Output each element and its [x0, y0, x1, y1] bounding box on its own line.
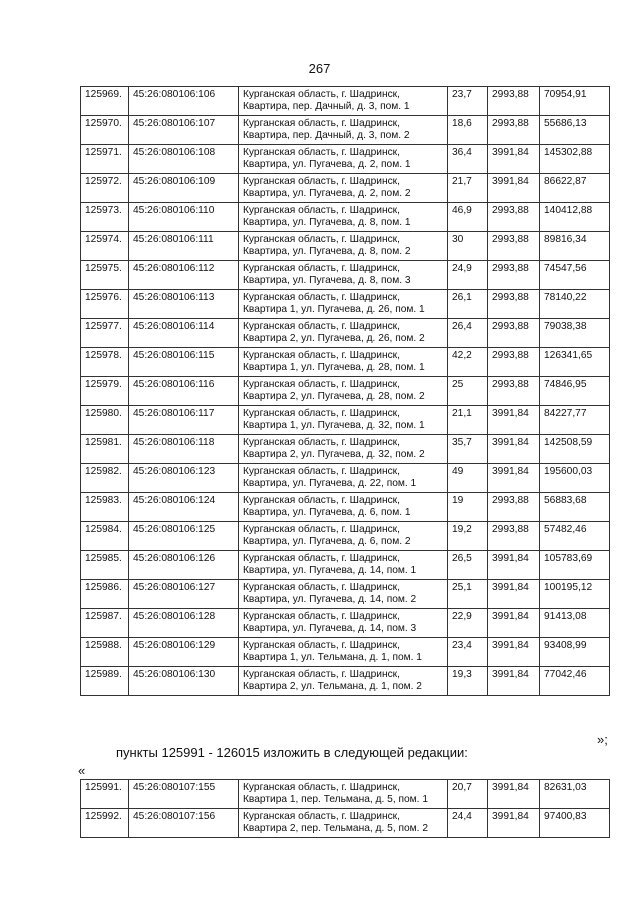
address-line: Квартира, ул. Пугачева, д. 2, пом. 1 — [243, 159, 411, 170]
table-row — [81, 580, 610, 609]
row-number-cell: 125973. — [81, 203, 129, 232]
address-line: Курганская область, г. Шадринск, — [243, 408, 400, 419]
area-cell: 21,7 — [448, 174, 488, 203]
area-cell: 22,9 — [448, 609, 488, 638]
cadastral-value-cell: 145302,88 — [540, 145, 610, 174]
table-row — [81, 493, 610, 522]
rate-cell: 2993,88 — [488, 522, 540, 551]
address-line: Квартира 2, ул. Тельмана, д. 1, пом. 2 — [243, 681, 422, 692]
address-cell — [239, 406, 448, 435]
address-line: Квартира, ул. Пугачева, д. 8, пом. 1 — [243, 217, 411, 228]
address-line: Квартира 1, ул. Пугачева, д. 26, пом. 1 — [243, 304, 425, 315]
table-row — [81, 203, 610, 232]
cadastral-number-cell: 45:26:080106:111 — [129, 232, 239, 261]
page-number: 267 — [308, 61, 331, 76]
cadastral-number-cell: 45:26:080106:118 — [129, 435, 239, 464]
cadastral-number-cell: 45:26:080106:108 — [129, 145, 239, 174]
area-cell: 30 — [448, 232, 488, 261]
cadastral-value-cell: 84227,77 — [540, 406, 610, 435]
cadastral-value-cell: 57482,46 — [540, 522, 610, 551]
cadastral-number-cell: 45:26:080106:115 — [129, 348, 239, 377]
address-cell — [239, 609, 448, 638]
cadastral-number-cell: 45:26:080106:107 — [129, 116, 239, 145]
closing-quote: »; — [597, 732, 608, 747]
rate-cell: 2993,88 — [488, 348, 540, 377]
row-number-cell: 125975. — [81, 261, 129, 290]
cadastral-value-cell: 93408,99 — [540, 638, 610, 667]
row-number-cell: 125976. — [81, 290, 129, 319]
cadastral-value-cell: 78140,22 — [540, 290, 610, 319]
address-line: Курганская область, г. Шадринск, — [243, 553, 400, 564]
address-line: Курганская область, г. Шадринск, — [243, 147, 400, 158]
address-cell — [239, 667, 448, 696]
cadastral-value-cell: 77042,46 — [540, 667, 610, 696]
cadastral-number-cell: 45:26:080107:156 — [129, 809, 239, 838]
row-number-cell: 125986. — [81, 580, 129, 609]
cadastral-number-cell: 45:26:080106:112 — [129, 261, 239, 290]
table-row — [81, 609, 610, 638]
area-cell: 19,2 — [448, 522, 488, 551]
row-number-cell: 125979. — [81, 377, 129, 406]
row-number-cell: 125992. — [81, 809, 129, 838]
area-cell: 25 — [448, 377, 488, 406]
area-cell: 20,7 — [448, 780, 488, 809]
address-line: Курганская область, г. Шадринск, — [243, 495, 400, 506]
cadastral-value-cell: 70954,91 — [540, 87, 610, 116]
cadastral-number-cell: 45:26:080106:123 — [129, 464, 239, 493]
address-line: Курганская область, г. Шадринск, — [243, 437, 400, 448]
table-row — [81, 145, 610, 174]
cadastral-value-cell: 105783,69 — [540, 551, 610, 580]
cadastral-number-cell: 45:26:080107:155 — [129, 780, 239, 809]
rate-cell: 3991,84 — [488, 809, 540, 838]
address-line: Квартира, ул. Пугачева, д. 14, пом. 3 — [243, 623, 417, 634]
cadastral-value-cell: 79038,38 — [540, 319, 610, 348]
rate-cell: 2993,88 — [488, 232, 540, 261]
cadastral-value-cell: 74547,56 — [540, 261, 610, 290]
table-row — [81, 522, 610, 551]
address-line: Квартира, ул. Пугачева, д. 6, пом. 2 — [243, 536, 411, 547]
cadastral-number-cell: 45:26:080106:116 — [129, 377, 239, 406]
table-row — [81, 87, 610, 116]
rate-cell: 3991,84 — [488, 609, 540, 638]
cadastral-number-cell: 45:26:080106:114 — [129, 319, 239, 348]
table-row — [81, 638, 610, 667]
address-cell — [239, 203, 448, 232]
table-row — [81, 809, 610, 838]
address-line: Квартира, ул. Пугачева, д. 2, пом. 2 — [243, 188, 411, 199]
table-row — [81, 232, 610, 261]
row-number-cell: 125983. — [81, 493, 129, 522]
address-line: Курганская область, г. Шадринск, — [243, 234, 400, 245]
address-cell — [239, 174, 448, 203]
rate-cell: 2993,88 — [488, 87, 540, 116]
address-cell — [239, 780, 448, 809]
row-number-cell: 125989. — [81, 667, 129, 696]
address-line: Курганская область, г. Шадринск, — [243, 263, 400, 274]
address-line: Курганская область, г. Шадринск, — [243, 782, 400, 793]
area-cell: 49 — [448, 464, 488, 493]
address-line: Курганская область, г. Шадринск, — [243, 89, 400, 100]
cadastral-value-cell: 97400,83 — [540, 809, 610, 838]
address-line: Курганская область, г. Шадринск, — [243, 350, 400, 361]
row-number-cell: 125982. — [81, 464, 129, 493]
address-line: Курганская область, г. Шадринск, — [243, 379, 400, 390]
area-cell: 18,6 — [448, 116, 488, 145]
area-cell: 25,1 — [448, 580, 488, 609]
row-number-cell: 125974. — [81, 232, 129, 261]
cadastral-value-cell: 86622,87 — [540, 174, 610, 203]
rate-cell: 3991,84 — [488, 551, 540, 580]
table-row — [81, 290, 610, 319]
row-number-cell: 125981. — [81, 435, 129, 464]
area-cell: 19 — [448, 493, 488, 522]
rate-cell: 2993,88 — [488, 493, 540, 522]
address-cell — [239, 87, 448, 116]
table-row — [81, 261, 610, 290]
table-row — [81, 116, 610, 145]
address-line: Курганская область, г. Шадринск, — [243, 176, 400, 187]
address-line: Квартира, пер. Дачный, д. 3, пом. 2 — [243, 130, 410, 141]
table-row — [81, 667, 610, 696]
address-cell — [239, 809, 448, 838]
area-cell: 36,4 — [448, 145, 488, 174]
address-cell — [239, 580, 448, 609]
cadastral-value-cell: 100195,12 — [540, 580, 610, 609]
cadastral-value-cell: 195600,03 — [540, 464, 610, 493]
address-line: Курганская область, г. Шадринск, — [243, 292, 400, 303]
address-line: Курганская область, г. Шадринск, — [243, 321, 400, 332]
area-cell: 46,9 — [448, 203, 488, 232]
cadastral-number-cell: 45:26:080106:117 — [129, 406, 239, 435]
cadastral-number-cell: 45:26:080106:125 — [129, 522, 239, 551]
rate-cell: 2993,88 — [488, 319, 540, 348]
table-row — [81, 464, 610, 493]
address-cell — [239, 116, 448, 145]
address-line: Квартира, ул. Пугачева, д. 8, пом. 2 — [243, 246, 411, 257]
row-number-cell: 125969. — [81, 87, 129, 116]
address-line: Курганская область, г. Шадринск, — [243, 466, 400, 477]
area-cell: 24,4 — [448, 809, 488, 838]
cadastral-number-cell: 45:26:080106:109 — [129, 174, 239, 203]
address-line: Курганская область, г. Шадринск, — [243, 205, 400, 216]
rate-cell: 3991,84 — [488, 145, 540, 174]
rate-cell: 2993,88 — [488, 203, 540, 232]
address-cell — [239, 145, 448, 174]
cadastral-value-cell: 74846,95 — [540, 377, 610, 406]
row-number-cell: 125971. — [81, 145, 129, 174]
table-row — [81, 319, 610, 348]
table-row — [81, 348, 610, 377]
cadastral-value-cell: 126341,65 — [540, 348, 610, 377]
cadastral-number-cell: 45:26:080106:113 — [129, 290, 239, 319]
address-cell — [239, 493, 448, 522]
address-line: Квартира, ул. Пугачева, д. 8, пом. 3 — [243, 275, 411, 286]
address-line: Курганская область, г. Шадринск, — [243, 611, 400, 622]
table-row — [81, 435, 610, 464]
cadastral-value-cell: 56883,68 — [540, 493, 610, 522]
address-cell — [239, 319, 448, 348]
amended-registry-table — [80, 779, 610, 838]
cadastral-value-cell: 82631,03 — [540, 780, 610, 809]
cadastral-number-cell: 45:26:080106:128 — [129, 609, 239, 638]
cadastral-number-cell: 45:26:080106:126 — [129, 551, 239, 580]
row-number-cell: 125988. — [81, 638, 129, 667]
opening-quote: « — [78, 763, 86, 778]
address-line: Курганская область, г. Шадринск, — [243, 118, 400, 129]
address-line: Квартира, ул. Пугачева, д. 14, пом. 1 — [243, 565, 417, 576]
table-row — [81, 551, 610, 580]
amendment-instruction: пункты 125991 - 126015 изложить в следующей редакции: — [116, 745, 468, 760]
address-line: Курганская область, г. Шадринск, — [243, 811, 400, 822]
row-number-cell: 125987. — [81, 609, 129, 638]
cadastral-number-cell: 45:26:080106:106 — [129, 87, 239, 116]
area-cell: 19,3 — [448, 667, 488, 696]
cadastral-number-cell: 45:26:080106:124 — [129, 493, 239, 522]
address-cell — [239, 435, 448, 464]
address-cell — [239, 377, 448, 406]
address-line: Квартира 2, пер. Тельмана, д. 5, пом. 2 — [243, 823, 428, 834]
cadastral-number-cell: 45:26:080106:130 — [129, 667, 239, 696]
row-number-cell: 125970. — [81, 116, 129, 145]
row-number-cell: 125978. — [81, 348, 129, 377]
address-line: Квартира 1, ул. Пугачева, д. 28, пом. 1 — [243, 362, 425, 373]
row-number-cell: 125985. — [81, 551, 129, 580]
cadastral-value-cell: 55686,13 — [540, 116, 610, 145]
rate-cell: 2993,88 — [488, 290, 540, 319]
address-line: Квартира, пер. Дачный, д. 3, пом. 1 — [243, 101, 410, 112]
cadastral-number-cell: 45:26:080106:129 — [129, 638, 239, 667]
address-cell — [239, 232, 448, 261]
cadastral-number-cell: 45:26:080106:127 — [129, 580, 239, 609]
registry-table-body — [81, 87, 610, 696]
area-cell: 26,5 — [448, 551, 488, 580]
rate-cell: 3991,84 — [488, 174, 540, 203]
rate-cell: 3991,84 — [488, 667, 540, 696]
rate-cell: 2993,88 — [488, 377, 540, 406]
address-line: Курганская область, г. Шадринск, — [243, 582, 400, 593]
address-cell — [239, 551, 448, 580]
address-cell — [239, 261, 448, 290]
rate-cell: 3991,84 — [488, 580, 540, 609]
row-number-cell: 125984. — [81, 522, 129, 551]
row-number-cell: 125972. — [81, 174, 129, 203]
address-line: Квартира 1, пер. Тельмана, д. 5, пом. 1 — [243, 794, 428, 805]
address-line: Квартира 1, ул. Тельмана, д. 1, пом. 1 — [243, 652, 422, 663]
table-row — [81, 174, 610, 203]
area-cell: 23,7 — [448, 87, 488, 116]
cadastral-value-cell: 91413,08 — [540, 609, 610, 638]
address-line: Курганская область, г. Шадринск, — [243, 640, 400, 651]
area-cell: 42,2 — [448, 348, 488, 377]
address-line: Квартира 1, ул. Пугачева, д. 32, пом. 1 — [243, 420, 425, 431]
cadastral-value-cell: 89816,34 — [540, 232, 610, 261]
row-number-cell: 125977. — [81, 319, 129, 348]
address-cell — [239, 464, 448, 493]
rate-cell: 2993,88 — [488, 116, 540, 145]
address-cell — [239, 348, 448, 377]
area-cell: 35,7 — [448, 435, 488, 464]
table-row — [81, 406, 610, 435]
address-line: Курганская область, г. Шадринск, — [243, 524, 400, 535]
address-line: Курганская область, г. Шадринск, — [243, 669, 400, 680]
row-number-cell: 125991. — [81, 780, 129, 809]
cadastral-value-cell: 142508,59 — [540, 435, 610, 464]
registry-table — [80, 86, 610, 696]
address-line: Квартира, ул. Пугачева, д. 6, пом. 1 — [243, 507, 411, 518]
rate-cell: 3991,84 — [488, 464, 540, 493]
rate-cell: 3991,84 — [488, 780, 540, 809]
amended-registry-table-body — [81, 780, 610, 838]
address-line: Квартира 2, ул. Пугачева, д. 28, пом. 2 — [243, 391, 425, 402]
area-cell: 24,9 — [448, 261, 488, 290]
rate-cell: 3991,84 — [488, 406, 540, 435]
cadastral-number-cell: 45:26:080106:110 — [129, 203, 239, 232]
area-cell: 23,4 — [448, 638, 488, 667]
rate-cell: 3991,84 — [488, 435, 540, 464]
address-cell — [239, 522, 448, 551]
row-number-cell: 125980. — [81, 406, 129, 435]
address-line: Квартира, ул. Пугачева, д. 22, пом. 1 — [243, 478, 417, 489]
table-row — [81, 780, 610, 809]
table-row — [81, 377, 610, 406]
cadastral-value-cell: 140412,88 — [540, 203, 610, 232]
rate-cell: 3991,84 — [488, 638, 540, 667]
rate-cell: 2993,88 — [488, 261, 540, 290]
address-line: Квартира 2, ул. Пугачева, д. 26, пом. 2 — [243, 333, 425, 344]
address-cell — [239, 290, 448, 319]
area-cell: 26,4 — [448, 319, 488, 348]
area-cell: 26,1 — [448, 290, 488, 319]
address-cell — [239, 638, 448, 667]
address-line: Квартира 2, ул. Пугачева, д. 32, пом. 2 — [243, 449, 425, 460]
area-cell: 21,1 — [448, 406, 488, 435]
address-line: Квартира, ул. Пугачева, д. 14, пом. 2 — [243, 594, 417, 605]
